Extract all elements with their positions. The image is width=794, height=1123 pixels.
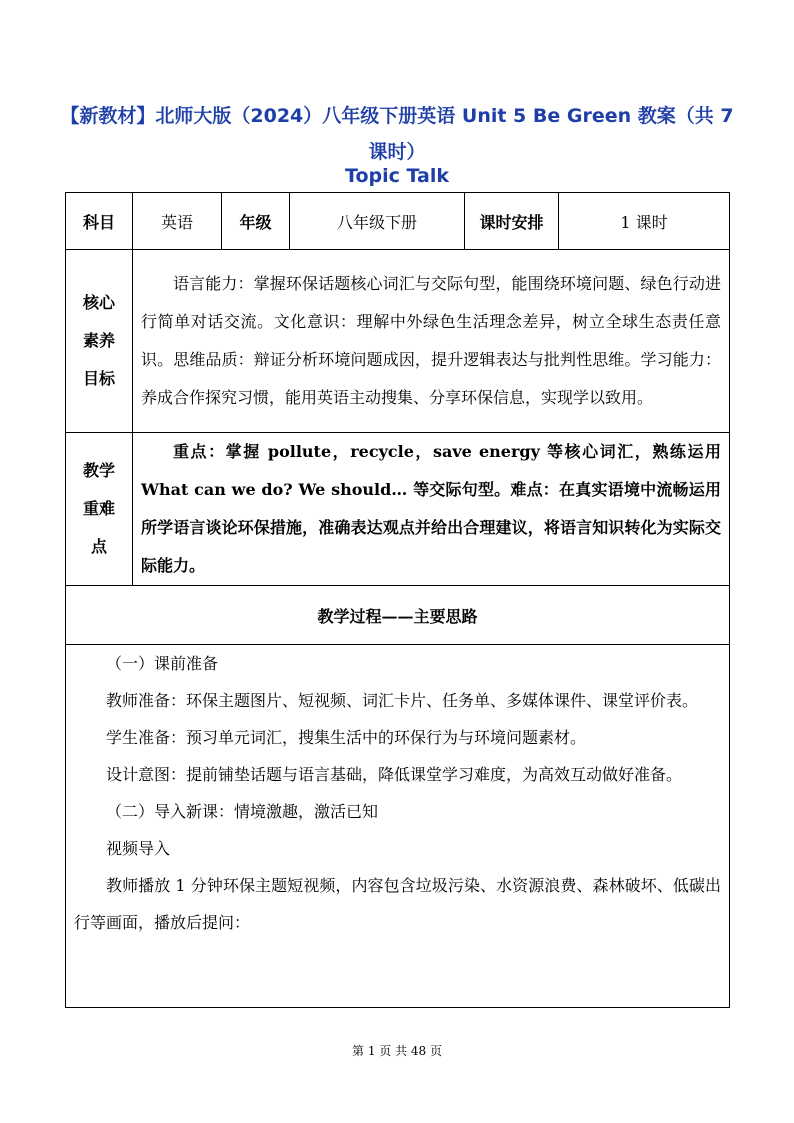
page-number: 第 1 页 共 48 页 bbox=[352, 1044, 442, 1058]
subject-label: 科目 bbox=[66, 193, 133, 250]
key-points-row bbox=[66, 433, 730, 586]
process-heading: 教学过程——主要思路 bbox=[66, 586, 730, 645]
info-row bbox=[66, 193, 730, 250]
process-paragraph: 教师准备：环保主题图片、短视频、词汇卡片、任务单、多媒体课件、课堂评价表。 bbox=[106, 691, 699, 710]
process-paragraph: （二）导入新课：情境激趣，激活已知 bbox=[106, 802, 379, 821]
hours-label: 课时安排 bbox=[465, 193, 559, 250]
lesson-subtitle: Topic Talk bbox=[345, 165, 449, 187]
subject-value: 英语 bbox=[133, 193, 222, 250]
grade-value: 八年级下册 bbox=[290, 193, 465, 250]
hours-value: 1 课时 bbox=[559, 193, 730, 250]
process-paragraph: （一）课前准备 bbox=[106, 654, 219, 673]
process-paragraph: 教师播放 1 分钟环保主题短视频，内容包含垃圾污染、水资源浪费、森林破坏、低碳出行等画面，播放后提问： bbox=[74, 876, 721, 932]
key-points-label bbox=[66, 433, 133, 586]
core-goals-row bbox=[66, 250, 730, 433]
process-paragraph: 视频导入 bbox=[106, 839, 171, 858]
core-goals-label-line: 目标 bbox=[82, 369, 115, 388]
process-content bbox=[66, 645, 730, 1008]
core-goals-label bbox=[66, 250, 133, 433]
process-heading-row bbox=[66, 586, 730, 645]
core-goals-label-line: 素养 bbox=[82, 331, 115, 350]
key-points-label-line: 重难 bbox=[82, 499, 115, 518]
grade-label: 年级 bbox=[222, 193, 290, 250]
document-title: 【新教材】北师大版（2024）八年级下册英语 Unit 5 Be Green 教案（共 7 课时） bbox=[60, 105, 734, 163]
key-points-label-line: 教学 bbox=[82, 461, 115, 480]
core-goals-content: 语言能力：掌握环保话题核心词汇与交际句型，能围绕环境问题、绿色行动进行简单对话交流。文化意识：理解中外绿色生活理念差异，树立全球生态责任意识。思维品质：辩证分析环境问题成因，提升逻辑表达与批判性思维。学习能力：养成合作探究习惯，能用英语主动搜集、分享环保信息，实现学以致用。 bbox=[133, 250, 730, 433]
process-paragraph: 设计意图：提前铺垫话题与语言基础，降低课堂学习难度，为高效互动做好准备。 bbox=[106, 765, 683, 784]
core-goals-label-line: 核心 bbox=[82, 293, 115, 312]
key-points-label-line: 点 bbox=[90, 537, 107, 556]
lesson-plan-table bbox=[65, 192, 730, 1008]
process-paragraph: 学生准备：预习单元词汇，搜集生活中的环保行为与环境问题素材。 bbox=[106, 728, 587, 747]
key-points-content: 重点：掌握 pollute，recycle，save energy 等核心词汇，熟练运用 What can we do? We should… 等交际句型。难点：在真实语境中流畅运用所学语言谈论环保措施，准确表达观点并给出合理建议，将语言知识转化为实际交际能力。 bbox=[133, 433, 730, 586]
process-content-row bbox=[66, 645, 730, 1008]
